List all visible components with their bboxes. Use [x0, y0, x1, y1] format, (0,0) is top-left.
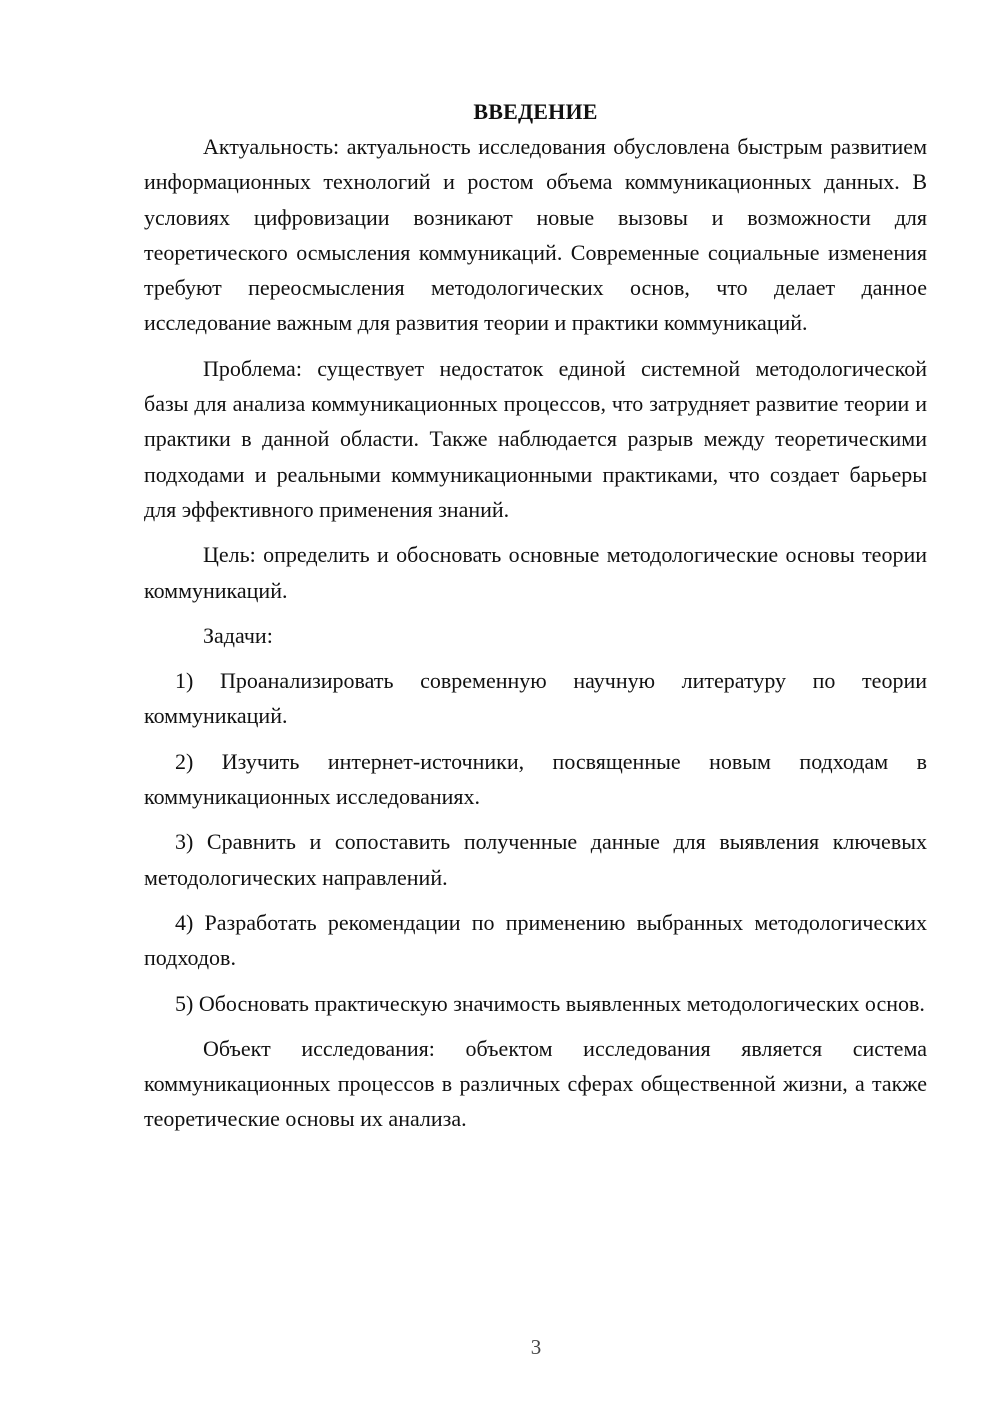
page-title: ВВЕДЕНИЕ — [473, 99, 598, 124]
object-paragraph: Объект исследования: объектом исследования является система коммуникационных процессов в различных сферах общественной жизни, а также теоретические основы их анализа. — [144, 1035, 927, 1132]
task-item-5: 5) Обосновать практическую значимость выявленных методологических основ. — [175, 990, 925, 1016]
page-number: 3 — [530, 1335, 542, 1359]
goal-paragraph: Цель: определить и обосновать основные методологические основы теории коммуникаций. — [144, 542, 927, 603]
task-item-1: 1) Проанализировать современную научную литературу по теории коммуникаций. — [144, 668, 927, 729]
task-item-2: 2) Изучить интернет-источники, посвященные новым подходам в коммуникационных исследованиях. — [144, 748, 927, 810]
tasks-heading: Задачи: — [203, 622, 273, 648]
page-content — [144, 94, 927, 1137]
task-item-4: 4) Разработать рекомендации по применению выбранных методологических подходов. — [144, 909, 927, 971]
problem-paragraph: Проблема: существует недостаток единой системной методологической базы для анализа коммуникационных процессов, что затрудняет развитие теории и практики в данной области. Также наблюдается разрыв между теоретическими подходами и реальными коммуникационными практиками, что создает барьеры для эффективного применения знаний. — [144, 355, 927, 522]
task-item-3: 3) Сравнить и сопоставить полученные данные для выявления ключевых методологических направлений. — [144, 829, 927, 890]
relevance-paragraph: Актуальность: актуальность исследования обусловлена быстрым развитием информационных технологий и ростом объема коммуникационных данных. В условиях цифровизации возникают новые вызовы и возможности для теоретического осмысления коммуникаций. Современные социальные изменения требуют переосмысления методологических основ, что делает данное исследование важным для развития теории и практики коммуникаций. — [144, 134, 927, 336]
